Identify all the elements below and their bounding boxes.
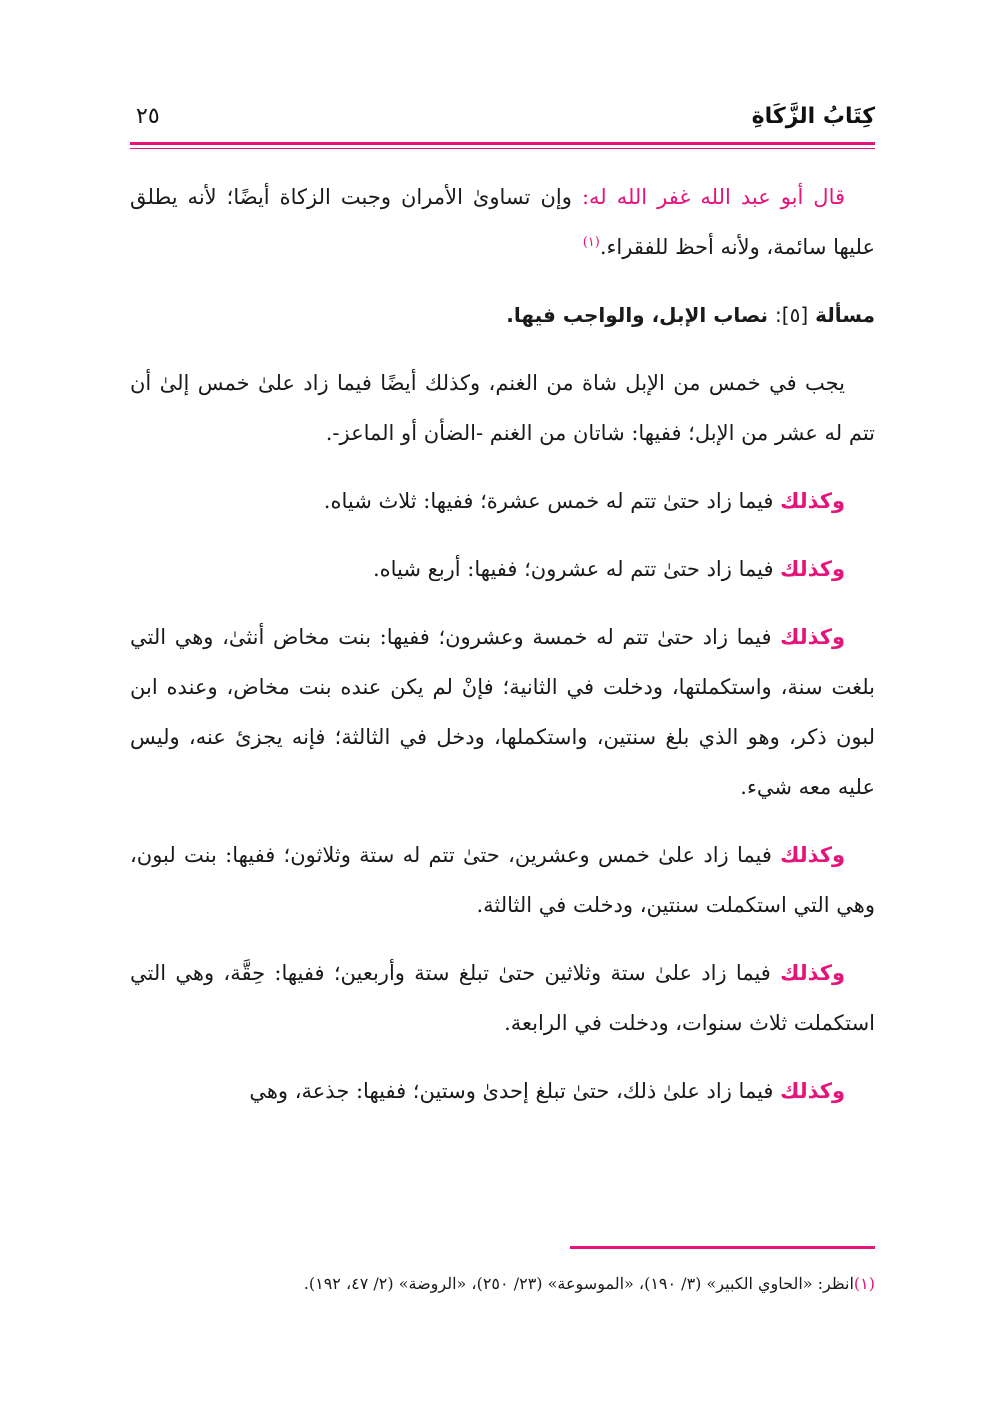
main-text <box>130 172 875 1134</box>
author-attribution: قال أبو عبد الله غفر الله له: <box>581 185 846 209</box>
footnote-separator <box>570 1246 875 1249</box>
lead-word: وكذلك <box>780 489 845 513</box>
running-header <box>130 104 875 144</box>
book-page <box>130 0 875 1418</box>
paragraph-text: فيما زاد حتىٰ تتم له خمس عشرة؛ ففيها: ثلاث شياه. <box>323 489 781 513</box>
footnote-text: انظر: «الحاوي الكبير» (٣/ ١٩٠)، «الموسوعة» (٢٣/ ٢٥٠)، «الروضة» (٢/ ٤٧، ١٩٢). <box>303 1274 854 1293</box>
paragraph-text: فيما زاد علىٰ خمس وعشرين، حتىٰ تتم له ستة وثلاثون؛ ففيها: بنت لبون، وهي التي استكملت سنتين، ودخلت في الثالثة. <box>130 843 875 917</box>
paragraph-text: فيما زاد علىٰ ستة وثلاثين حتىٰ تبلغ ستة وأربعين؛ ففيها: حِقَّة، وهي التي استكملت ثلاث سنوات، ودخلت في الرابعة. <box>130 961 875 1035</box>
lead-word: وكذلك <box>780 557 845 581</box>
book-title: كِتَابُ الزَّكَاةِ <box>751 104 875 129</box>
lead-word: وكذلك <box>780 625 845 649</box>
footnote <box>130 1270 875 1298</box>
paragraph <box>130 948 875 1048</box>
masala-label: مسألة <box>815 303 875 327</box>
page-number: ٢٥ <box>136 104 160 129</box>
paragraph: يجب في خمس من الإبل شاة من الغنم، وكذلك أيضًا فيما زاد علىٰ خمس إلىٰ أن تتم له عشر من الإبل؛ ففيها: شاتان من الغنم -الضأن أو الماعز-. <box>130 371 875 445</box>
lead-word: وكذلك <box>780 1079 845 1103</box>
masala-heading <box>130 290 875 340</box>
lead-word: وكذلك <box>780 843 845 867</box>
paragraph <box>130 1066 875 1116</box>
header-rule-thin <box>130 148 875 149</box>
paragraph <box>130 476 875 526</box>
masala-number: [٥]: <box>775 303 809 327</box>
paragraph-text: فيما زاد حتىٰ تتم له خمسة وعشرون؛ ففيها: بنت مخاض أنثىٰ، وهي التي بلغت سنة، واستكملتها، ودخلت في الثانية؛ فإنْ لم يكن عنده بنت مخاض، وعنده ابن لبون ذكر، وهو الذي بلغ سنتين، واستكملها، ودخل في الثالثة؛ فإنه يجزئ عنه، وليس عليه معه شيء. <box>130 625 875 799</box>
paragraph-author-comment <box>130 172 875 272</box>
footnote-reference[interactable]: (١) <box>582 235 600 250</box>
paragraph <box>130 830 875 930</box>
paragraph-text: فيما زاد علىٰ ذلك، حتىٰ تبلغ إحدىٰ وستين؛ ففيها: جذعة، وهي <box>249 1079 781 1103</box>
footnote-number: (١) <box>853 1274 875 1293</box>
lead-word: وكذلك <box>780 961 845 985</box>
paragraph <box>130 544 875 594</box>
header-rule-thick <box>130 142 875 145</box>
masala-title: نصاب الإبل، والواجب فيها. <box>506 303 776 327</box>
paragraph <box>130 612 875 812</box>
paragraph-text: فيما زاد حتىٰ تتم له عشرون؛ ففيها: أربع شياه. <box>372 557 781 581</box>
paragraph-text: وإن تساوىٰ الأمران وجبت الزكاة أيضًا؛ لأنه يطلق عليها سائمة، ولأنه أحظ للفقراء. <box>130 185 875 259</box>
